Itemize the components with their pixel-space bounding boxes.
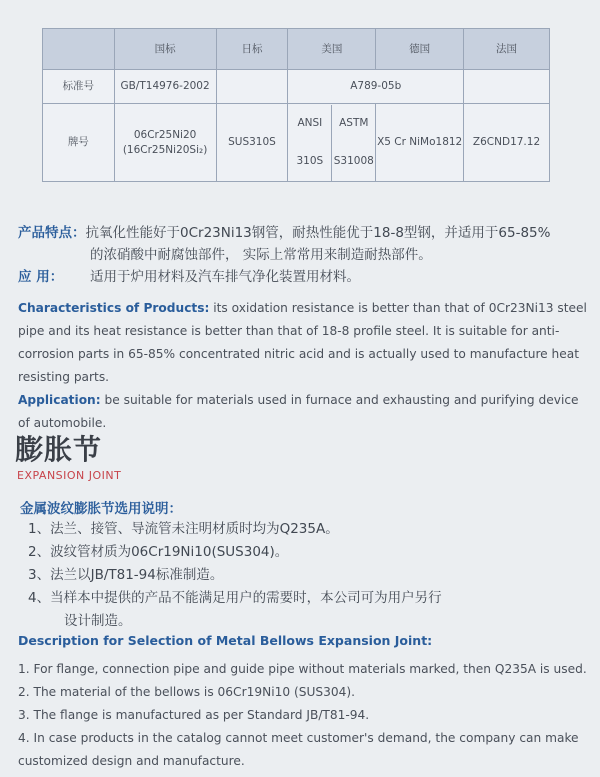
cn-description-item-4: 4、当样本中提供的产品不能满足用户的需要时，本公司可为用户另行	[28, 590, 442, 606]
grade-china-line2: (16Cr25Ni20Si₂)	[122, 143, 208, 156]
header-cell-empty	[43, 29, 115, 70]
en-features-block	[18, 297, 592, 435]
grade-cell-china	[114, 104, 216, 182]
en-description-item-4: 4. In case products in the catalog cannot meet customer's demand, the company can make	[18, 731, 579, 745]
cn-features-block	[18, 222, 588, 288]
material-standards-table	[42, 28, 550, 182]
header-cell-china: 国标	[114, 29, 216, 70]
section-subtitle: EXPANSION JOINT	[17, 469, 122, 482]
cn-features-text1: 抗氧化性能好于0Cr23Ni13钢管，耐热性能优于18-8型钢，并适用于65-85%	[85, 225, 551, 241]
cn-application-text: 适用于炉用材料及汽车排气净化装置用材料。	[90, 269, 360, 285]
header-cell-germany: 德国	[376, 29, 464, 70]
std-cell-china: GB/T14976-2002	[114, 70, 216, 104]
en-application-key: Application:	[18, 393, 101, 407]
cn-features-text2: 的浓硝酸中耐腐蚀部件， 实际上常常用来制造耐热部件。	[90, 247, 432, 263]
std-cell-usa: A789-05b	[288, 70, 464, 104]
cn-features-row	[18, 222, 588, 244]
grade-cell-usa	[288, 104, 376, 182]
standard-number-row	[43, 70, 550, 104]
row-label-grade: 牌号	[43, 104, 115, 182]
usa-astm-value: S31008	[332, 143, 375, 181]
grade-cell-japan: SUS310S	[216, 104, 288, 182]
en-description-item-1: 1. For flange, connection pipe and guide pipe without materials marked, then Q235A is used.	[18, 662, 587, 676]
row-label-standard: 标准号	[43, 70, 115, 104]
std-cell-france	[464, 70, 550, 104]
cn-description-title: 金属波纹膨胀节选用说明：	[20, 501, 182, 517]
section-title: 膨胀节	[15, 433, 103, 466]
usa-astm-label: ASTM	[332, 105, 375, 143]
en-description-title: Description for Selection of Metal Bellows Expansion Joint:	[18, 633, 433, 648]
cn-features-key: 产品特点：	[18, 225, 86, 241]
grade-cell-germany: X5 Cr NiMo1812	[376, 104, 464, 182]
grade-row	[43, 104, 550, 182]
cn-description-item-1: 1、法兰、接管、导流管未注明材质时均为Q235A。	[28, 521, 339, 537]
cn-description-item-3: 3、法兰以JB/T81-94标准制造。	[28, 567, 224, 583]
en-application-text: be suitable for materials used in furnace and exhausting and purifying device of automobile.	[18, 393, 579, 430]
en-description-item-4-continuation: customized design and manufacture.	[18, 754, 245, 768]
header-cell-usa: 美国	[288, 29, 376, 70]
cn-description-item-4-continuation: 设计制造。	[64, 613, 132, 629]
header-cell-france: 法国	[464, 29, 550, 70]
en-application-paragraph	[18, 389, 592, 435]
en-characteristics-key: Characteristics of Products:	[18, 301, 210, 315]
grade-cell-france: Z6CND17.12	[464, 104, 550, 182]
table-header-row	[43, 29, 550, 70]
en-description-item-3: 3. The flange is manufactured as per Standard JB/T81-94.	[18, 708, 370, 722]
en-description-list	[18, 658, 594, 773]
cn-description-item-2: 2、波纹管材质为06Cr19Ni10(SUS304)。	[28, 544, 289, 560]
usa-grade-subtable	[288, 105, 375, 181]
grade-china-line1: 06Cr25Ni20	[133, 128, 197, 141]
std-cell-japan	[216, 70, 288, 104]
usa-ansi-value: 310S	[288, 143, 331, 181]
en-characteristics-paragraph	[18, 297, 592, 389]
header-cell-japan: 日标	[216, 29, 288, 70]
cn-description-list	[28, 518, 588, 633]
cn-application-key: 应 用：	[18, 269, 64, 285]
cn-application-row	[18, 266, 588, 288]
en-description-item-2: 2. The material of the bellows is 06Cr19Ni10 (SUS304).	[18, 685, 356, 699]
usa-ansi-label: ANSI	[288, 105, 331, 143]
en-characteristics-text: its oxidation resistance is better than that of 0Cr23Ni13 steel pipe and its heat resistance is better than that of 18-8 profile steel. It is suitable for anti-corrosion parts in 65-85% concentrated nitric acid and is actually used to manufacture heat resisting parts.	[18, 301, 587, 384]
